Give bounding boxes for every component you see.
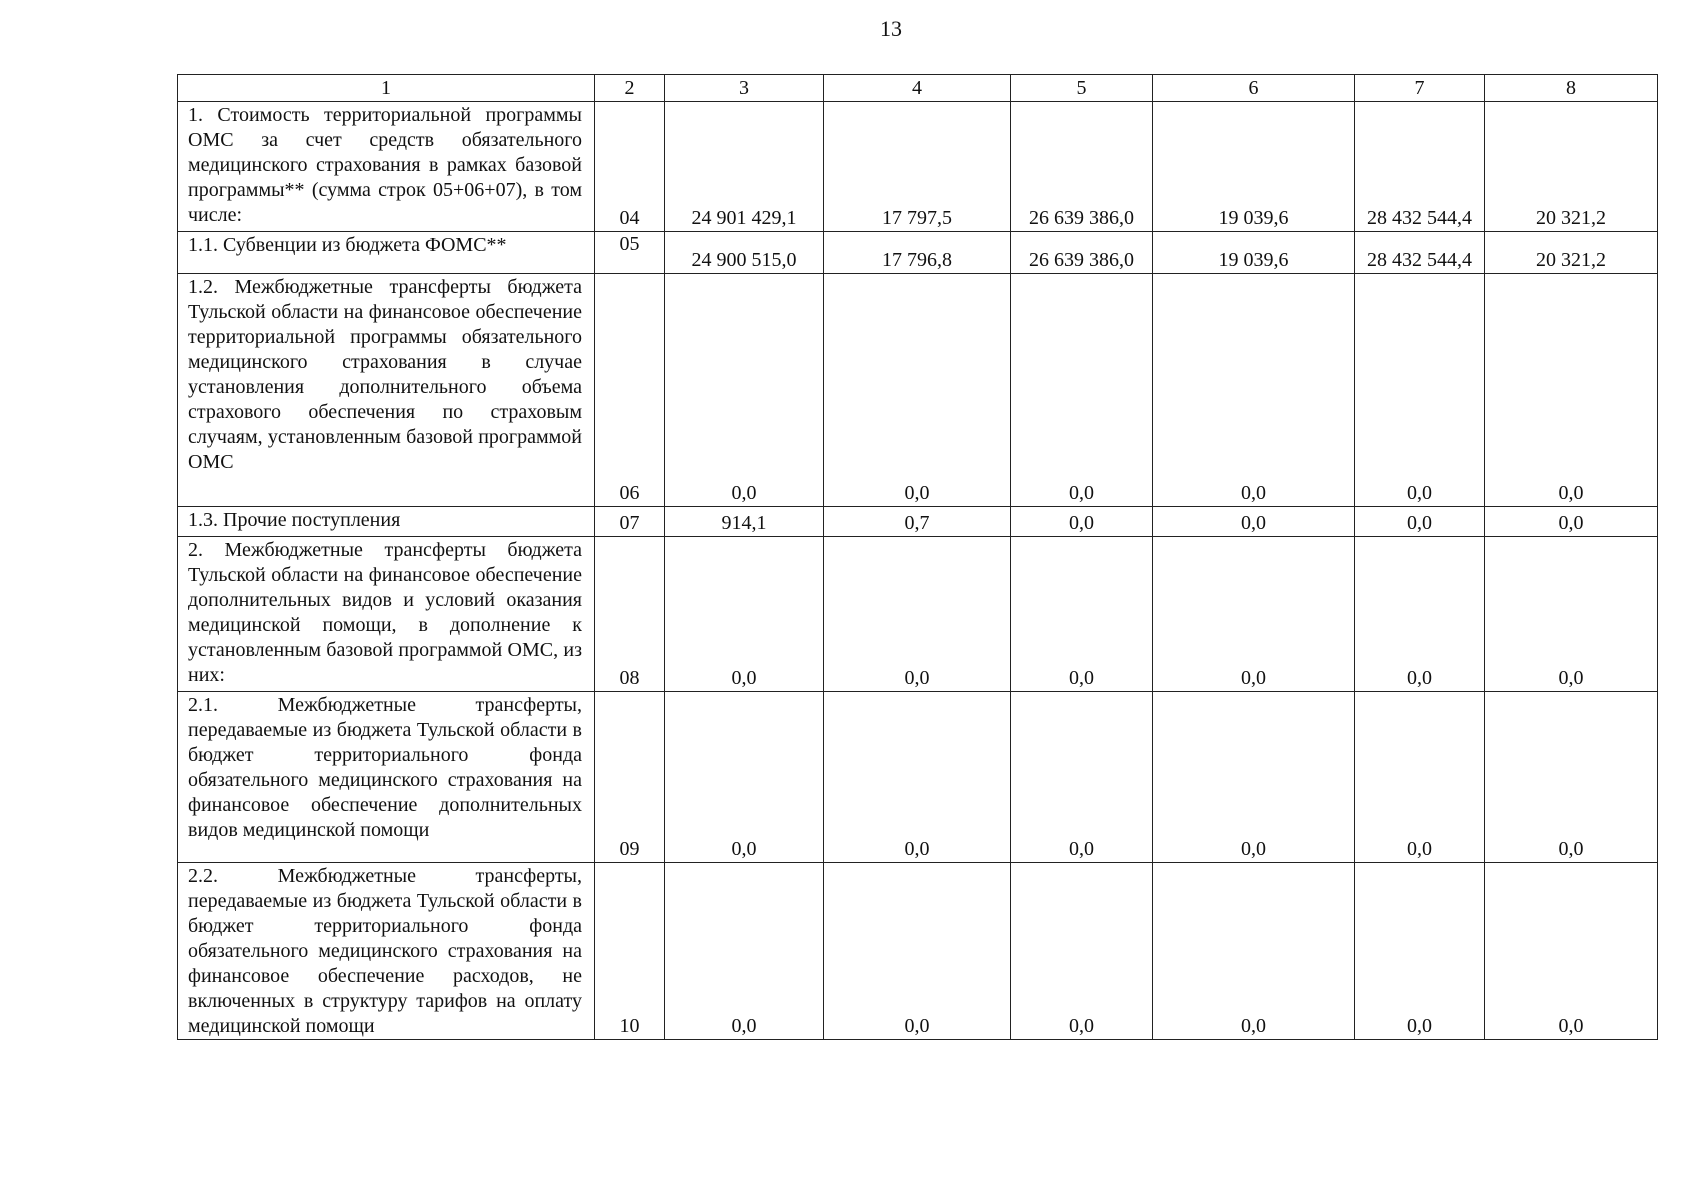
table-row <box>178 537 1658 692</box>
row-description: 1.3. Прочие поступления <box>178 507 595 537</box>
table-cell: 0,7 <box>824 507 1011 537</box>
column-header: 4 <box>824 75 1011 102</box>
row-code: 08 <box>595 537 665 692</box>
column-header: 3 <box>665 75 824 102</box>
table-cell: 17 797,5 <box>824 102 1011 232</box>
table-cell: 0,0 <box>1153 537 1355 692</box>
table-cell: 0,0 <box>1153 507 1355 537</box>
table-cell: 19 039,6 <box>1153 232 1355 274</box>
table-row <box>178 507 1658 537</box>
page-number: 13 <box>880 16 902 41</box>
table-row <box>178 863 1658 1040</box>
table-cell: 0,0 <box>824 537 1011 692</box>
row-code: 06 <box>595 274 665 507</box>
table-cell: 0,0 <box>1011 863 1153 1040</box>
table-cell: 24 901 429,1 <box>665 102 824 232</box>
table-cell: 26 639 386,0 <box>1011 102 1153 232</box>
row-description: 1. Стоимость территориальной программы ОМС за счет средств обязательного медицинского страхования в рамках базовой программы** (сумма строк 05+06+07), в том числе: <box>178 102 595 232</box>
row-description: 2.2. Межбюджетные трансферты, передаваемые из бюджета Тульской области в бюджет территориального фонда обязательного медицинского страхования на финансовое обеспечение расходов, не включенных в структуру тарифов на оплату медицинской помощи <box>178 863 595 1040</box>
table-cell: 0,0 <box>1355 537 1485 692</box>
row-description: 1.2. Межбюджетные трансферты бюджета Тульской области на финансовое обеспечение территориальной программы обязательного медицинского страхования в случае установления дополнительного объема страхового обеспечения по страховым случаям, установленным базовой программой ОМС <box>178 274 595 507</box>
row-code: 07 <box>595 507 665 537</box>
row-description: 2. Межбюджетные трансферты бюджета Тульской области на финансовое обеспечение дополнительных видов и условий оказания медицинской помощи, в дополнение к установленным базовой программой ОМС, из них: <box>178 537 595 692</box>
table-cell: 0,0 <box>1485 863 1658 1040</box>
header-row <box>178 75 1658 102</box>
table-cell: 0,0 <box>1011 537 1153 692</box>
column-header: 2 <box>595 75 665 102</box>
row-code: 04 <box>595 102 665 232</box>
table-cell: 28 432 544,4 <box>1355 232 1485 274</box>
table-cell: 0,0 <box>1153 863 1355 1040</box>
table-cell: 0,0 <box>665 692 824 863</box>
table-cell: 0,0 <box>665 863 824 1040</box>
column-header: 8 <box>1485 75 1658 102</box>
table-cell: 0,0 <box>1485 507 1658 537</box>
table-cell: 0,0 <box>1153 274 1355 507</box>
table-cell: 0,0 <box>1355 863 1485 1040</box>
row-code: 09 <box>595 692 665 863</box>
table-row <box>178 692 1658 863</box>
table-row <box>178 102 1658 232</box>
table-cell: 0,0 <box>1355 507 1485 537</box>
table-cell: 0,0 <box>1485 692 1658 863</box>
column-header: 5 <box>1011 75 1153 102</box>
column-header: 1 <box>178 75 595 102</box>
table-cell: 0,0 <box>665 537 824 692</box>
table-cell: 0,0 <box>1153 692 1355 863</box>
financial-table <box>177 74 1658 1040</box>
table-cell: 26 639 386,0 <box>1011 232 1153 274</box>
table-cell: 17 796,8 <box>824 232 1011 274</box>
column-header: 7 <box>1355 75 1485 102</box>
table-cell: 0,0 <box>1011 274 1153 507</box>
table-cell: 0,0 <box>824 692 1011 863</box>
table-row <box>178 232 1658 274</box>
row-description: 1.1. Субвенции из бюджета ФОМС** <box>178 232 595 274</box>
table-cell: 24 900 515,0 <box>665 232 824 274</box>
table-cell: 0,0 <box>1011 507 1153 537</box>
column-header: 6 <box>1153 75 1355 102</box>
table-cell: 20 321,2 <box>1485 102 1658 232</box>
table-cell: 19 039,6 <box>1153 102 1355 232</box>
table-cell: 0,0 <box>824 274 1011 507</box>
row-code: 05 <box>595 232 665 274</box>
table-cell: 914,1 <box>665 507 824 537</box>
table-cell: 0,0 <box>1485 537 1658 692</box>
table-cell: 20 321,2 <box>1485 232 1658 274</box>
table-row <box>178 274 1658 507</box>
table-cell: 28 432 544,4 <box>1355 102 1485 232</box>
table-cell: 0,0 <box>1355 692 1485 863</box>
table-cell: 0,0 <box>824 863 1011 1040</box>
table-cell: 0,0 <box>665 274 824 507</box>
row-description: 2.1. Межбюджетные трансферты, передаваемые из бюджета Тульской области в бюджет территориального фонда обязательного медицинского страхования на финансовое обеспечение дополнительных видов медицинской помощи <box>178 692 595 863</box>
table-cell: 0,0 <box>1011 692 1153 863</box>
row-code: 10 <box>595 863 665 1040</box>
table-cell: 0,0 <box>1485 274 1658 507</box>
table-cell: 0,0 <box>1355 274 1485 507</box>
